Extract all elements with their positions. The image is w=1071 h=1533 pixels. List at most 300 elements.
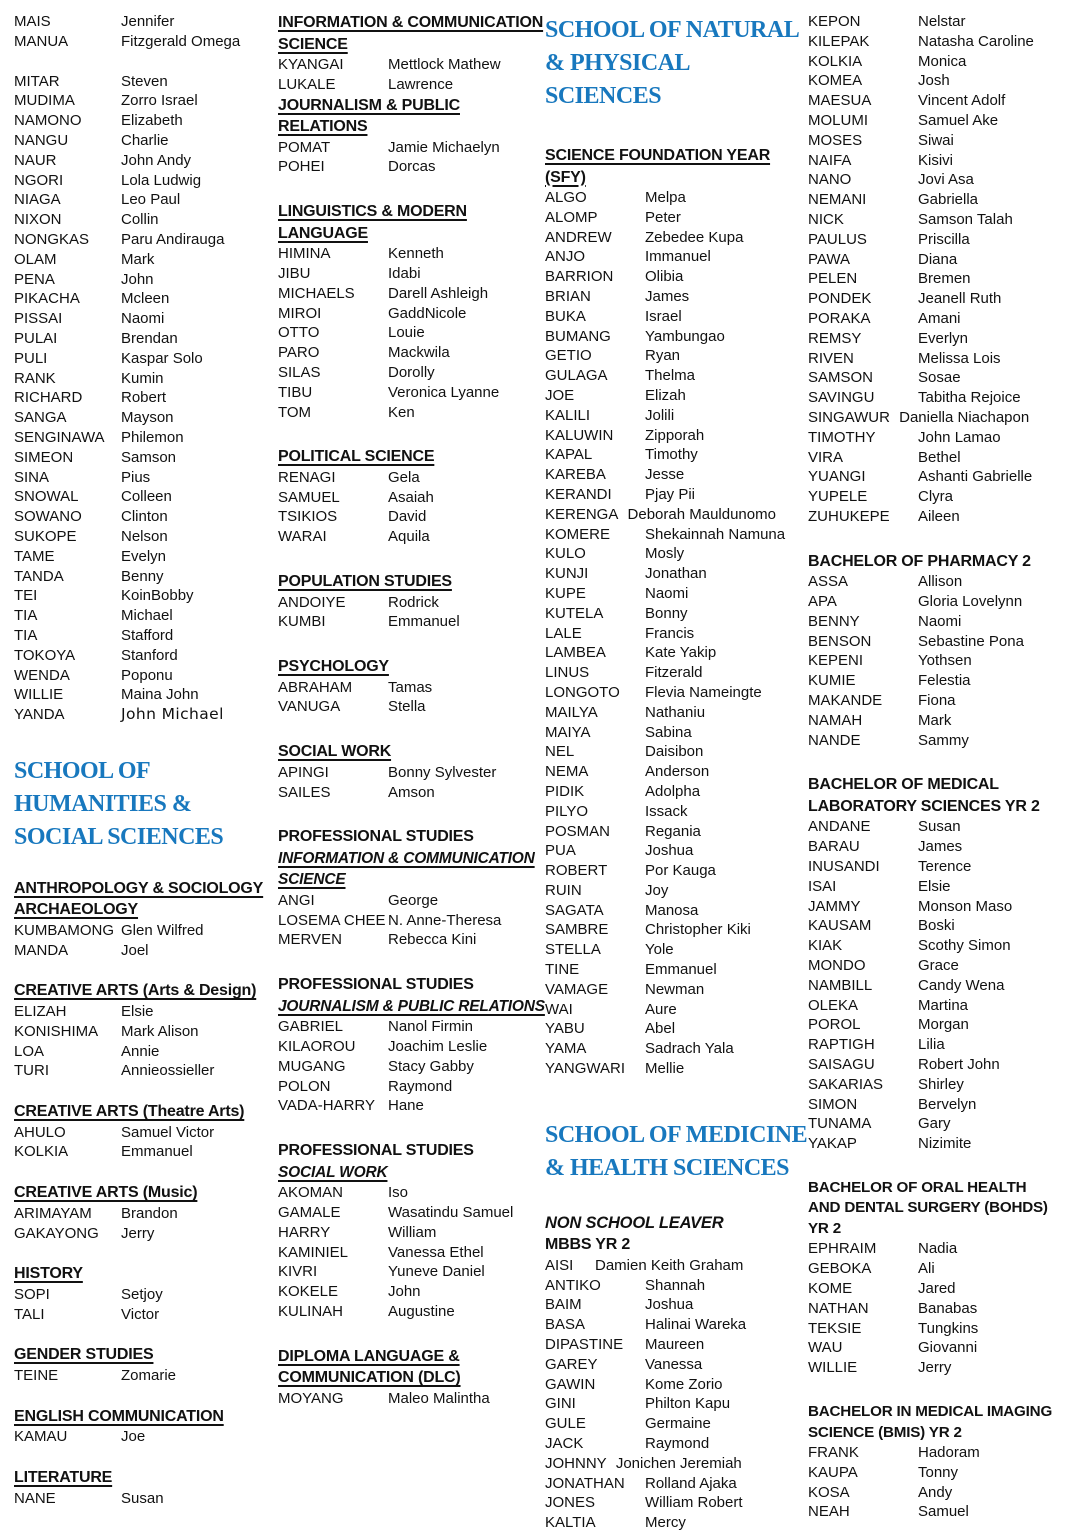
surname: YUPELE [808, 488, 868, 506]
surname: PULAI [14, 329, 58, 347]
given-name: Andy [918, 1483, 953, 1501]
name-row [545, 426, 808, 446]
given-name: Jamie Michaelyn [388, 138, 500, 156]
section-gap [278, 950, 545, 974]
surname: KULO [545, 545, 586, 563]
surname: KALUWIN [545, 426, 614, 444]
column-2 [278, 12, 545, 1533]
given-name: Adolpha [645, 782, 701, 800]
surname: ANJO [545, 248, 586, 266]
given-name: Aquila [388, 528, 430, 546]
section-gap [14, 725, 278, 753]
given-name: Jonathan [645, 565, 707, 583]
surname: LINUS [545, 664, 590, 682]
name-row [14, 1285, 278, 1305]
surname: ISAI [808, 877, 837, 895]
surname: GABRIEL [278, 1018, 344, 1036]
given-name: Mercy [645, 1514, 686, 1532]
surname: PELEN [808, 270, 858, 288]
name-row [545, 802, 808, 822]
surname: BARAU [808, 838, 860, 856]
name-row [14, 685, 278, 705]
name-row [278, 593, 545, 613]
name-row [545, 267, 808, 287]
surname: NAIFA [808, 151, 852, 169]
given-name: Naomi [645, 584, 689, 602]
given-name: Elsie [121, 1002, 154, 1020]
surname: JACK [545, 1435, 584, 1453]
given-name: Susan [918, 818, 961, 836]
name-row [808, 1239, 1057, 1259]
surname: POMAT [278, 138, 331, 156]
given-name: Brendan [121, 329, 178, 347]
name-row [14, 388, 278, 408]
given-name: Bethel [918, 448, 961, 466]
name-row [545, 247, 808, 267]
name-row [545, 465, 808, 485]
given-name: Stella [388, 698, 426, 716]
given-name: Lilia [918, 1036, 945, 1054]
name-row [545, 742, 808, 762]
surname: RICHARD [14, 389, 83, 407]
given-name: Kome Zorio [645, 1375, 723, 1393]
surname: KULINAH [278, 1302, 344, 1320]
name-row [808, 507, 1057, 527]
given-name: Stacy Gabby [388, 1057, 474, 1075]
surname: NAMAH [808, 711, 863, 729]
name-row [545, 1019, 808, 1039]
surname: APA [808, 593, 837, 611]
name-row [14, 12, 278, 32]
surname: TIA [14, 607, 38, 625]
surname: KIVRI [278, 1263, 318, 1281]
surname: GAREY [545, 1355, 598, 1373]
given-name: Nadia [918, 1240, 958, 1258]
surname: LALE [545, 624, 582, 642]
surname: BARRION [545, 268, 614, 286]
section-header: GENDER STUDIES [14, 1346, 154, 1364]
surname: BUKA [545, 307, 586, 325]
name-row [278, 1389, 545, 1409]
given-name: Stafford [121, 626, 174, 644]
name-row [545, 346, 808, 366]
section-header: NON SCHOOL LEAVER [545, 1213, 724, 1232]
name-row [545, 505, 808, 525]
surname: GAMALE [278, 1204, 341, 1221]
surname: KILEPAK [808, 32, 870, 50]
surname: KUMBAMONG [14, 921, 115, 939]
surname: POROL [808, 1016, 861, 1034]
name-row [545, 1059, 808, 1079]
given-name: Jonichen Jeremiah [615, 1454, 742, 1472]
surname: JONATHAN [545, 1474, 625, 1492]
surname: APINGI [278, 763, 329, 781]
given-name: Darell Ashleigh [388, 284, 489, 302]
given-name: Joe [121, 1428, 146, 1446]
name-row [545, 1454, 808, 1474]
name-row [545, 327, 808, 347]
surname: MAIS [14, 13, 51, 30]
name-row [808, 309, 1057, 329]
surname: BUMANG [545, 327, 611, 345]
name-row [14, 131, 278, 151]
name-row [808, 12, 1057, 32]
given-name: Thelma [645, 367, 696, 385]
name-row [808, 487, 1057, 507]
given-name: Maureen [645, 1336, 705, 1354]
section-gap [14, 854, 278, 878]
surname: TEI [14, 587, 38, 605]
name-row [14, 921, 278, 941]
surname: SIMON [808, 1095, 858, 1113]
surname: KOLKIA [808, 52, 863, 70]
surname: ASSA [808, 573, 849, 591]
given-name: Ali [918, 1260, 935, 1278]
given-name: Terence [918, 857, 972, 875]
name-row [545, 683, 808, 703]
surname: NIAGA [14, 191, 61, 209]
surname: LOA [14, 1042, 45, 1060]
given-name: Hane [388, 1097, 424, 1115]
given-name: Dorcas [388, 158, 436, 176]
given-name: John [121, 270, 154, 288]
surname: ANTIKO [545, 1276, 601, 1294]
given-name: Mayson [121, 409, 174, 427]
given-name: Mettlock Mathew [388, 56, 501, 73]
surname: OLEKA [808, 996, 859, 1014]
surname: PENA [14, 270, 55, 288]
surname: LOSEMA CHEE [278, 911, 386, 929]
name-row [808, 1299, 1057, 1319]
given-name: Bervelyn [918, 1095, 977, 1113]
name-row [808, 52, 1057, 72]
surname: WARAI [278, 528, 327, 546]
name-row [808, 467, 1057, 487]
surname: ALOMP [545, 208, 598, 226]
surname: PARO [278, 344, 320, 362]
given-name: Asaiah [388, 488, 434, 506]
section-header: HISTORY [14, 1265, 83, 1283]
given-name: Emmanuel [645, 961, 717, 979]
name-row [278, 1183, 545, 1203]
section-header: INFORMATION & COMMUNICATION SCIENCE [278, 14, 544, 53]
name-row [808, 731, 1057, 751]
surname: SAMSON [808, 369, 874, 387]
name-row [14, 111, 278, 131]
section-header: PROFESSIONAL STUDIES [278, 828, 474, 846]
section-header: BACHELOR OF MEDICAL LABORATORY SCIENCES YR 2 [808, 776, 1040, 815]
surname: ANDANE [808, 818, 871, 836]
given-name: Steven [121, 72, 168, 90]
name-row [808, 428, 1057, 448]
given-name: Jerry [918, 1359, 952, 1377]
name-row [545, 861, 808, 881]
name-row [808, 388, 1057, 408]
name-row [808, 349, 1057, 369]
surname: GULE [545, 1415, 586, 1433]
surname: MAILYA [545, 703, 598, 721]
name-row [14, 1042, 278, 1062]
name-row [808, 592, 1057, 612]
name-row [278, 930, 545, 950]
section-header: SOCIAL WORK [278, 743, 392, 761]
surname: NANGU [14, 131, 69, 149]
surname: NICK [808, 210, 844, 228]
name-row [808, 612, 1057, 632]
surname: WENDA [14, 666, 70, 684]
surname: NONGKAS [14, 230, 90, 248]
name-row [808, 956, 1057, 976]
name-row [278, 1243, 545, 1263]
surname: KALTIA [545, 1514, 596, 1532]
name-row [14, 1123, 278, 1143]
section-header: SOCIAL WORK [278, 1163, 388, 1181]
name-row [808, 1075, 1057, 1095]
given-name: Rebecca Kini [388, 931, 477, 949]
given-name: Shekainnah Namuna [645, 525, 786, 543]
given-name: Mark Alison [121, 1022, 199, 1040]
name-row [545, 1394, 808, 1414]
section-header: CREATIVE ARTS (Arts & Design) [14, 982, 257, 1000]
name-row [14, 1366, 278, 1386]
name-row [14, 606, 278, 626]
given-name: Elsie [918, 877, 951, 895]
surname: KAMINIEL [278, 1243, 349, 1261]
given-name: Sadrach Yala [645, 1040, 734, 1058]
given-name: Melpa [645, 189, 686, 206]
name-row [808, 671, 1057, 691]
surname: MAESUA [808, 92, 872, 110]
given-name: Iso [388, 1184, 409, 1202]
given-name: Gloria Lovelynn [918, 593, 1023, 611]
section-gap [278, 1116, 545, 1140]
name-row [14, 1061, 278, 1081]
given-name: Elizah [645, 386, 686, 404]
given-name: Israel [645, 307, 682, 325]
given-name: Zorro Israel [121, 92, 198, 110]
given-name: Monica [918, 52, 967, 70]
given-name: Poponu [121, 666, 173, 684]
given-name: Charlie [121, 131, 169, 149]
name-row [14, 408, 278, 428]
surname: GAKAYONG [14, 1224, 99, 1242]
name-row [278, 304, 545, 324]
given-name: Zomarie [121, 1366, 177, 1384]
surname: ANGI [278, 891, 315, 909]
surname: RIVEN [808, 349, 854, 367]
name-row [808, 1338, 1057, 1358]
surname: NANE [14, 1489, 56, 1507]
name-row [545, 366, 808, 386]
given-name: Kenneth [388, 245, 444, 263]
name-row [808, 1114, 1057, 1134]
name-row [545, 564, 808, 584]
surname: JIBU [278, 264, 311, 282]
section-header: INFORMATION & COMMUNICATION SCIENCE [278, 849, 535, 889]
name-row [278, 527, 545, 547]
given-name: N. Anne-Theresa [388, 911, 502, 929]
surname: NGORI [14, 171, 64, 189]
given-name: Philton Kapu [645, 1395, 731, 1413]
surname: KILAOROU [278, 1038, 356, 1056]
section-gap [278, 802, 545, 826]
given-name: Mcleen [121, 290, 170, 308]
given-name: Kaspar Solo [121, 349, 203, 367]
given-name: Damien Keith Graham [595, 1256, 744, 1274]
name-row [14, 329, 278, 349]
name-row [808, 1502, 1057, 1522]
surname: YAKAP [808, 1135, 857, 1153]
given-name: Colleen [121, 488, 172, 506]
surname: BENNY [808, 612, 860, 630]
given-name: John [388, 1283, 421, 1301]
given-name: Monson Maso [918, 897, 1013, 915]
given-name: Jovi Asa [918, 171, 974, 189]
surname: BRIAN [545, 287, 591, 305]
given-name: Aileen [918, 507, 960, 525]
name-row [278, 264, 545, 284]
given-name: Natasha Caroline [918, 32, 1034, 50]
surname: KAMAU [14, 1428, 68, 1446]
surname: SAVINGU [808, 389, 875, 407]
surname: SIMEON [14, 448, 74, 466]
name-row [808, 269, 1057, 289]
name-row [545, 841, 808, 861]
given-name: Flevia Nameingte [645, 683, 762, 701]
surname: KOMEA [808, 72, 863, 90]
given-name: Amani [918, 309, 961, 327]
given-name: Collin [121, 211, 159, 229]
name-row [545, 940, 808, 960]
surname: MICHAELS [278, 284, 355, 302]
name-row [808, 1279, 1057, 1299]
given-name: Hadoram [918, 1444, 980, 1462]
surname: NATHAN [808, 1299, 869, 1317]
given-name: Candy Wena [918, 976, 1005, 994]
given-name: Germaine [645, 1415, 711, 1433]
surname: ANDREW [545, 228, 612, 246]
name-row [14, 190, 278, 210]
surname: SNOWAL [14, 488, 79, 506]
name-row [545, 604, 808, 624]
name-row [14, 250, 278, 270]
given-name: Gary [918, 1115, 951, 1133]
surname: ABRAHAM [278, 678, 353, 696]
name-row [808, 71, 1057, 91]
surname: WILLIE [808, 1359, 858, 1377]
name-row [14, 349, 278, 369]
given-name: Tabitha Rejoice [918, 389, 1021, 407]
surname: DIPASTINE [545, 1336, 624, 1354]
name-row [808, 131, 1057, 151]
given-name: Everlyn [918, 329, 969, 347]
given-name: Christopher Kiki [645, 921, 751, 939]
name-row [545, 525, 808, 545]
name-row [278, 1077, 545, 1097]
given-name: Susan [121, 1489, 164, 1507]
given-name: Amson [388, 783, 435, 801]
name-row [808, 1035, 1057, 1055]
surname: REMSY [808, 329, 862, 347]
given-name: Boski [918, 917, 955, 935]
section-gap [278, 1322, 545, 1346]
name-row [14, 1489, 278, 1509]
section-gap [278, 547, 545, 571]
name-row [545, 1375, 808, 1395]
surname: SAGATA [545, 901, 604, 919]
name-row [14, 705, 278, 725]
given-name: Grace [918, 956, 959, 974]
given-name: John Michael [121, 705, 224, 724]
surname: SAMUEL [278, 488, 340, 506]
section-header: LINGUISTICS & MODERN LANGUAGE [278, 203, 467, 242]
section-gap [545, 113, 808, 145]
name-row [278, 488, 545, 508]
section-gap [278, 177, 545, 201]
section-header: PROFESSIONAL STUDIES [278, 976, 474, 994]
surname: KUTELA [545, 604, 604, 622]
given-name: Scothy Simon [918, 937, 1011, 955]
given-name: Robert [121, 389, 167, 407]
surname: KAUPA [808, 1463, 858, 1481]
given-name: Naomi [918, 612, 962, 630]
section-gap [808, 527, 1057, 551]
name-row [278, 697, 545, 717]
section-header: CREATIVE ARTS (Theatre Arts) [14, 1103, 245, 1121]
name-row [14, 1002, 278, 1022]
given-name: Paru Andirauga [121, 230, 225, 248]
surname: KOME [808, 1280, 853, 1298]
given-name: Evelyn [121, 547, 167, 565]
given-name: Halinai Wareka [645, 1316, 747, 1334]
given-name: Francis [645, 624, 695, 642]
name-row [808, 1259, 1057, 1279]
name-row [545, 445, 808, 465]
given-name: Louie [388, 324, 425, 342]
surname: KUMIE [808, 672, 856, 690]
section-header: LITERATURE [14, 1469, 113, 1487]
surname: SAKARIAS [808, 1075, 884, 1093]
given-name: Mackwila [388, 344, 450, 362]
surname: POSMAN [545, 822, 611, 840]
given-name: Lola Ludwig [121, 171, 202, 189]
surname: NIXON [14, 211, 62, 229]
surname: TIA [14, 626, 38, 644]
name-row [545, 544, 808, 564]
section-header: ENGLISH COMMUNICATION [14, 1407, 224, 1425]
given-name: Jeanell Ruth [918, 290, 1002, 308]
name-row [278, 763, 545, 783]
given-name: Ashanti Gabrielle [918, 468, 1033, 486]
given-name: Bremen [918, 270, 971, 288]
surname: SUKOPE [14, 527, 77, 545]
given-name: Pius [121, 468, 151, 486]
given-name: Anderson [645, 763, 710, 781]
surname: PULI [14, 349, 48, 367]
given-name: Jesse [645, 466, 685, 484]
surname: HIMINA [278, 245, 331, 263]
given-name: Joel [121, 941, 149, 959]
name-row [808, 408, 1057, 428]
given-name: Banabas [918, 1299, 978, 1317]
name-row [545, 762, 808, 782]
surname: INUSANDI [808, 857, 880, 875]
given-name: David [388, 508, 427, 526]
name-row [14, 1224, 278, 1244]
given-name: Manosa [645, 901, 699, 919]
given-name: Kate Yakip [645, 644, 717, 662]
given-name: Stanford [121, 646, 178, 664]
